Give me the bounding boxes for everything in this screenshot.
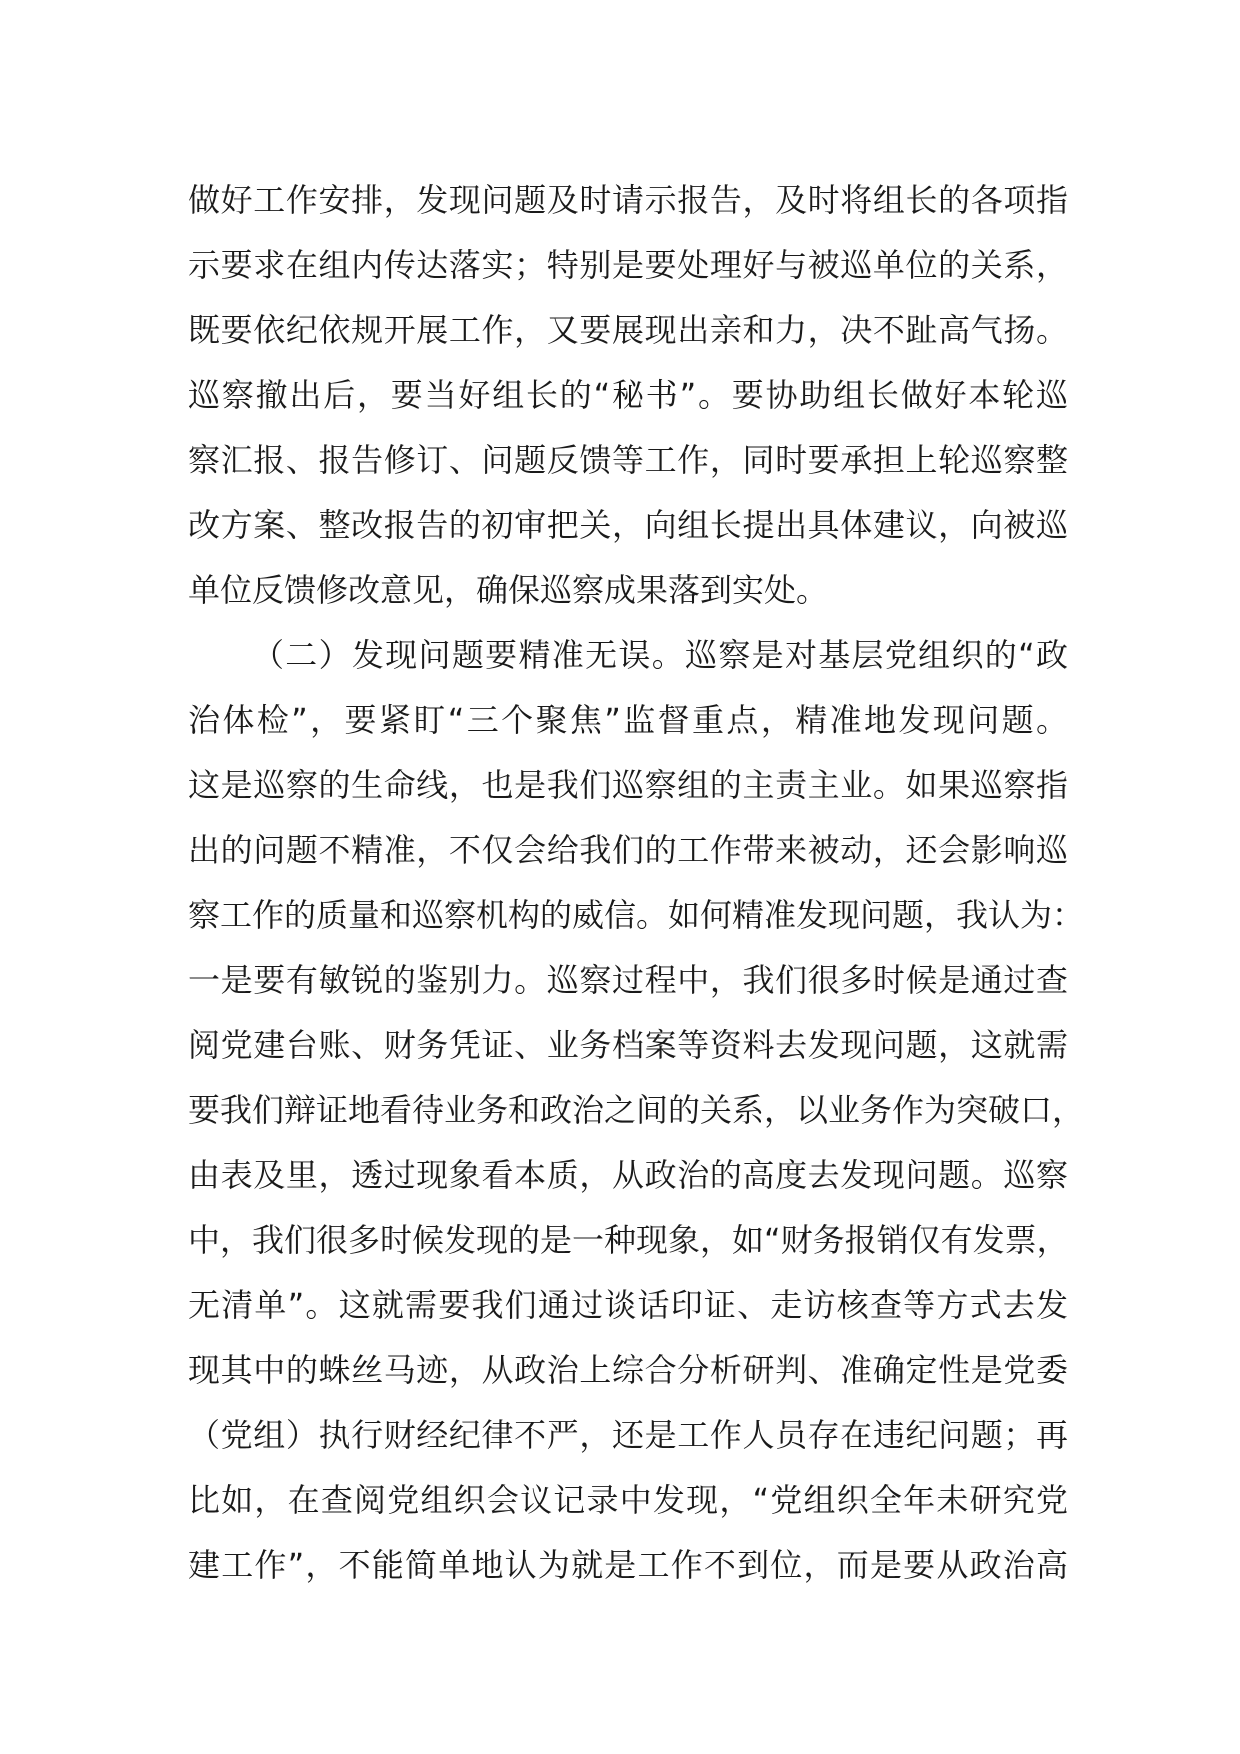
- text-line: 察工作的质量和巡察机构的威信。如何精准发现问题，我认为：: [188, 896, 1085, 934]
- text-line: 察汇报、报告修订、问题反馈等工作，同时要承担上轮巡察整: [188, 441, 1068, 479]
- text-line: 阅党建台账、财务凭证、业务档案等资料去发现问题，这就需: [188, 1026, 1068, 1064]
- text-line: （党组）执行财经纪律不严，还是工作人员存在违纪问题；再: [188, 1416, 1068, 1454]
- text-line: 示要求在组内传达落实；特别是要处理好与被巡单位的关系，: [188, 246, 1068, 284]
- text-line: 做好工作安排，发现问题及时请示报告，及时将组长的各项指: [188, 181, 1068, 219]
- text-line: 既要依纪依规开展工作，又要展现出亲和力，决不趾高气扬。: [188, 311, 1068, 349]
- text-line: 中，我们很多时候发现的是一种现象，如“财务报销仅有发票，: [188, 1221, 1069, 1259]
- text-line: 现其中的蛛丝马迹，从政治上综合分析研判、准确定性是党委: [188, 1351, 1068, 1389]
- text-line: 一是要有敏锐的鉴别力。巡察过程中，我们很多时候是通过查: [188, 961, 1068, 999]
- text-line: 出的问题不精准，不仅会给我们的工作带来被动，还会影响巡: [188, 831, 1068, 869]
- text-line: 这是巡察的生命线，也是我们巡察组的主责主业。如果巡察指: [188, 766, 1068, 804]
- text-line: 建工作”，不能简单地认为就是工作不到位，而是要从政治高: [188, 1546, 1068, 1584]
- section-heading-line: （二）发现问题要精准无误。巡察是对基层党组织的“政: [252, 636, 1068, 674]
- document-body: [188, 168, 1085, 1598]
- text-line: 比如，在查阅党组织会议记录中发现，“党组织全年未研究党: [188, 1481, 1068, 1519]
- text-line: 要我们辩证地看待业务和政治之间的关系，以业务作为突破口，: [188, 1091, 1085, 1129]
- text-line: 由表及里，透过现象看本质，从政治的高度去发现问题。巡察: [188, 1156, 1068, 1194]
- text-line: 单位反馈修改意见，确保巡察成果落到实处。: [188, 571, 829, 609]
- text-line: 巡察撤出后，要当好组长的“秘书”。要协助组长做好本轮巡: [188, 376, 1068, 414]
- text-line: 治体检”，要紧盯“三个聚焦”监督重点，精准地发现问题。: [188, 701, 1068, 739]
- text-line: 无清单”。这就需要我们通过谈话印证、走访核查等方式去发: [188, 1286, 1068, 1324]
- text-line: 改方案、整改报告的初审把关，向组长提出具体建议，向被巡: [188, 506, 1068, 544]
